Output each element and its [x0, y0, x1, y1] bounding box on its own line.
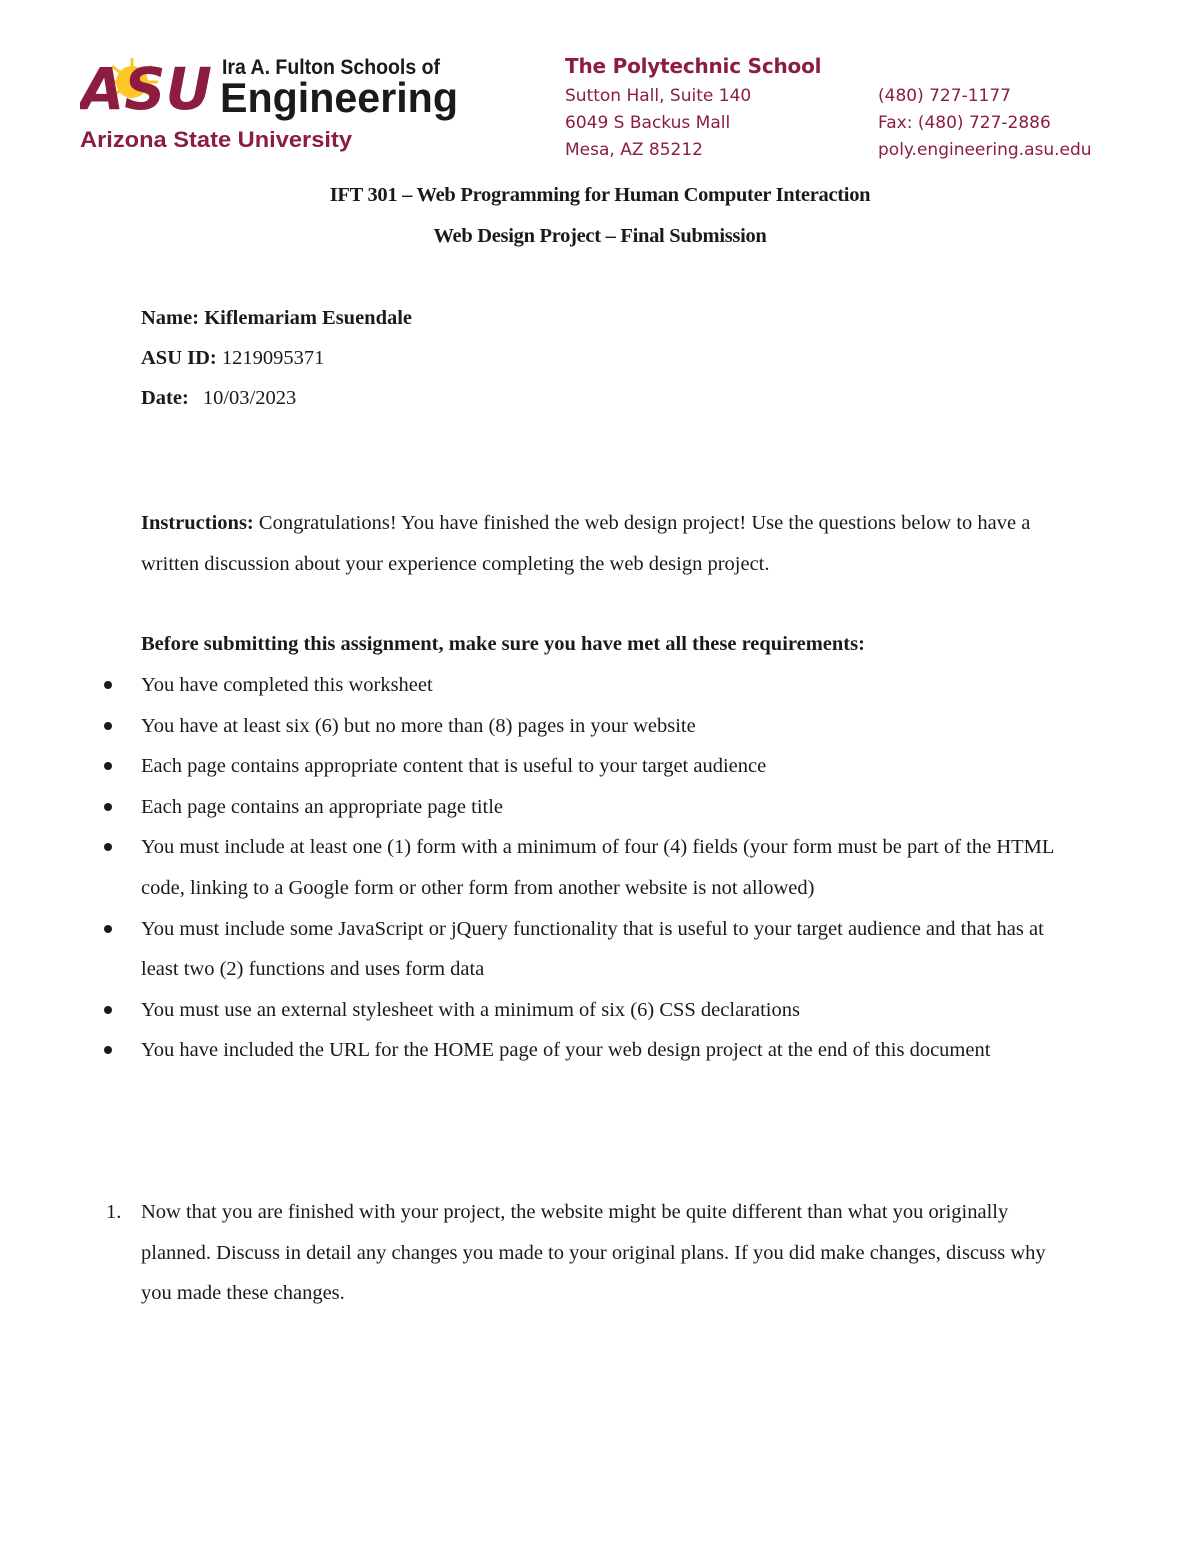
contact-column — [878, 83, 1092, 164]
name-value: Kiflemariam Esuendale — [204, 307, 413, 329]
address-line: 6049 S Backus Mall — [565, 113, 731, 133]
id-label: ASU ID: — [141, 347, 217, 369]
date-label: Date: — [141, 387, 189, 409]
student-id — [141, 347, 324, 370]
question-text: Now that you are finished with your project, the website might be quite different than what you originally planned. Discuss in detail any changes you made to your original plans. If you did make changes, discuss why you made these changes. — [141, 1201, 1046, 1304]
requirements-heading: Before submitting this assignment, make sure you have met all these requirements: — [141, 633, 865, 655]
website-link[interactable]: poly.engineering.asu.edu — [878, 140, 1092, 160]
list-item — [0, 787, 1071, 828]
course-title: IFT 301 – Web Programming for Human Computer Interaction — [329, 184, 871, 206]
instructions-label: Instructions: — [141, 512, 254, 534]
list-item — [0, 827, 1071, 908]
logo-graphic — [80, 52, 480, 152]
list-item — [0, 746, 1071, 787]
date-value: 10/03/2023 — [202, 387, 297, 409]
student-name — [141, 307, 412, 330]
bullet-icon — [104, 722, 112, 730]
bullet-icon — [104, 762, 112, 770]
address-line: Mesa, AZ 85212 — [565, 140, 703, 160]
asu-mark: ASU — [80, 55, 212, 123]
asu-engineering-logo — [80, 52, 480, 152]
requirement-text: You must include some JavaScript or jQuery functionality that is useful to your target audience and that has at least two (2) functions and uses form data — [141, 917, 1044, 981]
list-item — [0, 706, 1071, 747]
bullet-icon — [104, 1006, 112, 1014]
list-item — [0, 990, 1071, 1031]
requirements-list — [0, 665, 1200, 1071]
bullet-icon — [104, 1046, 112, 1054]
question-number: 1. — [106, 1201, 122, 1223]
bullet-icon — [104, 803, 112, 811]
requirement-text: You must use an external stylesheet with a minimum of six (6) CSS declarations — [141, 998, 800, 1021]
assignment-title: Web Design Project – Final Submission — [433, 225, 767, 247]
name-label: Name: — [141, 307, 200, 329]
school-name: The Polytechnic School — [565, 54, 822, 78]
instructions-text: Congratulations! You have finished the web design project! Use the questions below to have a written discussion about your experience completing the web design project. — [141, 512, 1031, 575]
instructions-paragraph — [141, 503, 1071, 584]
submission-date — [141, 387, 296, 410]
requirement-text: You have at least six (6) but no more than (8) pages in your website — [141, 714, 696, 737]
address-column — [565, 83, 751, 164]
list-item — [0, 665, 1071, 706]
requirement-text: You must include at least one (1) form with a minimum of four (4) fields (your form must be part of the HTML code, linking to a Google form or other form from another website is not allowed) — [141, 836, 1054, 899]
logo-school-top: Ira A. Fulton Schools of — [222, 56, 441, 79]
bullet-icon — [104, 681, 112, 689]
fax-number: Fax: (480) 727-2886 — [878, 113, 1051, 133]
requirement-text: Each page contains an appropriate page title — [141, 795, 504, 818]
logo-university: Arizona State University — [80, 127, 353, 152]
requirement-text: You have included the URL for the HOME page of your web design project at the end of this document — [141, 1039, 991, 1062]
contact-block — [565, 52, 1125, 162]
bullet-icon — [104, 925, 112, 933]
logo-school-main: Engineering — [220, 74, 458, 121]
list-item — [0, 909, 1071, 990]
phone-number: (480) 727-1177 — [878, 86, 1011, 106]
list-item — [0, 1030, 1071, 1071]
bullet-icon — [104, 843, 112, 851]
requirement-text: Each page contains appropriate content that is useful to your target audience — [141, 755, 767, 778]
id-value: 1219095371 — [221, 347, 325, 369]
address-line: Sutton Hall, Suite 140 — [565, 86, 752, 106]
requirement-text: You have completed this worksheet — [141, 674, 433, 696]
